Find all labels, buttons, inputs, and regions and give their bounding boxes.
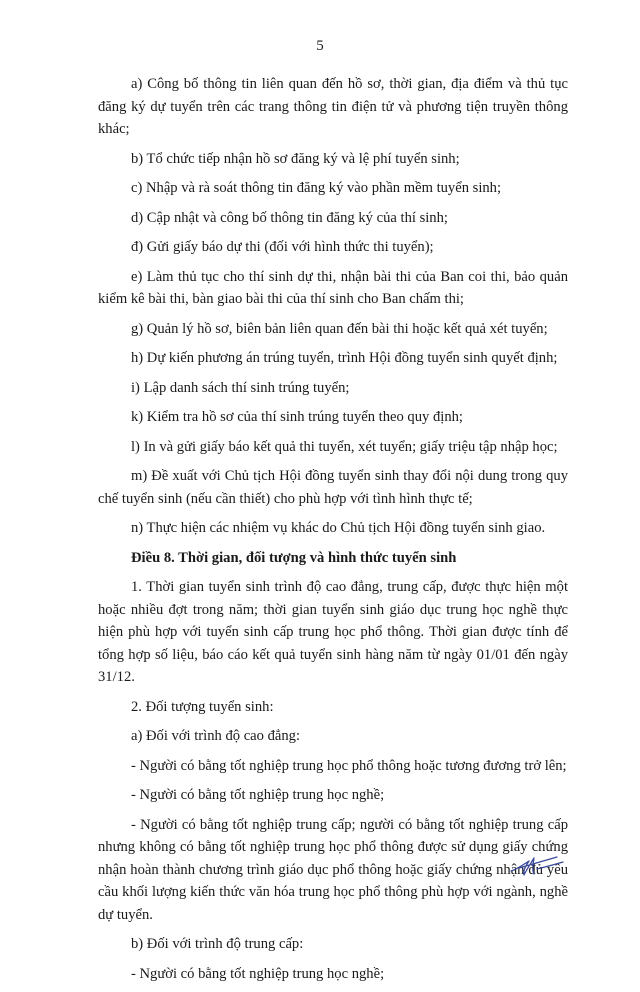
- clause-1-admission-time: 1. Thời gian tuyển sinh trình độ cao đẳng, trung cấp, được thực hiện một hoặc nhiều đợt trong năm; thời gian tuyển sinh giáo dục trung học nghề thực hiện phù hợp với tuyển sinh cấp trung học phổ thông. Thời gian được tính để tổng hợp số liệu, báo cáo kết quả tuyển sinh hàng năm từ ngày 01/01 đến ngày 31/12.: [98, 579, 568, 685]
- college-subject-1: - Người có bằng tốt nghiệp trung học phổ thông hoặc tương đương trở lên;: [131, 757, 567, 774]
- point-b-intermediate-level: b) Đối với trình độ trung cấp:: [131, 936, 304, 952]
- paragraph-k: k) Kiểm tra hồ sơ của thí sinh trúng tuyển theo quy định;: [131, 409, 463, 425]
- paragraph-h: h) Dự kiến phương án trúng tuyển, trình Hội đồng tuyển sinh quyết định;: [131, 350, 558, 366]
- page-number: 5: [316, 38, 324, 54]
- paragraph-e: e) Làm thủ tục cho thí sinh dự thi, nhận bài thi của Ban coi thi, bảo quản kiểm kê bài thi, bàn giao bài thi của thí sinh cho Ban chấm thi;: [98, 268, 568, 307]
- college-subject-2: - Người có bằng tốt nghiệp trung học nghề;: [131, 787, 385, 803]
- paragraph-d: d) Cập nhật và công bố thông tin đăng ký của thí sinh;: [131, 209, 448, 226]
- college-subject-3: - Người có bằng tốt nghiệp trung cấp; người có bằng tốt nghiệp trung cấp nhưng không có bằng tốt nghiệp trung học phổ thông được sử dụng giấy chứng nhận hoàn thành chương trình giáo dục phổ thông hoặc giấy chứng nhận đủ yêu cầu khối lượng kiến thức văn hóa trung học phổ thông phù hợp với ngành, nghề dự tuyển.: [98, 816, 568, 923]
- paragraph-dd: đ) Gửi giấy báo dự thi (đối với hình thức thi tuyển);: [131, 239, 434, 255]
- paragraph-a: a) Công bố thông tin liên quan đến hồ sơ, thời gian, địa điểm và thủ tục đăng ký dự tuyển trên các trang thông tin điện tử và phương tiện truyền thông khác;: [98, 76, 568, 137]
- paragraph-c: c) Nhập và rà soát thông tin đăng ký vào phần mềm tuyển sinh;: [131, 180, 502, 196]
- article-8-heading: Điều 8. Thời gian, đối tượng và hình thức tuyển sinh: [131, 549, 457, 566]
- paragraph-i: i) Lập danh sách thí sinh trúng tuyển;: [131, 379, 350, 396]
- point-a-college-level: a) Đối với trình độ cao đẳng:: [131, 728, 301, 744]
- paragraph-g: g) Quản lý hồ sơ, biên bản liên quan đến bài thi hoặc kết quả xét tuyển;: [131, 320, 548, 337]
- paragraph-n: n) Thực hiện các nhiệm vụ khác do Chủ tịch Hội đồng tuyển sinh giao.: [131, 520, 546, 536]
- document-body: [98, 73, 568, 992]
- paragraph-m: m) Đề xuất với Chủ tịch Hội đồng tuyển sinh thay đổi nội dung trong quy chế tuyển sinh (nếu cần thiết) cho phù hợp với tình hình thực tế;: [98, 468, 568, 507]
- intermediate-subject-1: - Người có bằng tốt nghiệp trung học nghề;: [131, 965, 385, 982]
- initials-signature: [507, 849, 567, 879]
- clause-2-admission-subjects: 2. Đối tượng tuyển sinh:: [131, 698, 274, 715]
- paragraph-b: b) Tổ chức tiếp nhận hồ sơ đăng ký và lệ phí tuyển sinh;: [131, 150, 460, 167]
- paragraph-l: l) In và gửi giấy báo kết quả thi tuyển, xét tuyển; giấy triệu tập nhập học;: [131, 438, 558, 455]
